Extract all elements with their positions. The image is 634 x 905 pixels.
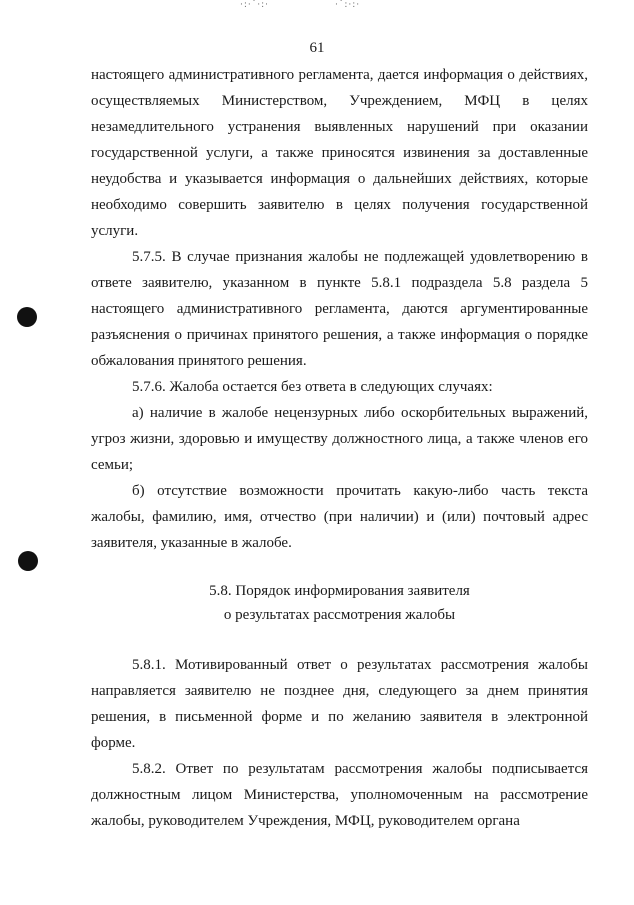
section-heading-line-1: 5.8. Порядок информирования заявителя bbox=[209, 583, 470, 599]
page-number: 61 bbox=[309, 40, 325, 56]
section-heading-5-8 bbox=[91, 579, 588, 627]
punch-hole-top bbox=[17, 307, 37, 327]
section-heading-line-2: о результатах рассмотрения жалобы bbox=[223, 607, 456, 623]
paragraph-5-8-2: 5.8.2. Ответ по результатам рассмотрения жалобы подписывается должностным лицом Министерства, уполномоченным на рассмотрение жалобы, руководителем Учреждения, МФЦ, руководителем органа bbox=[91, 761, 588, 829]
punch-hole-bottom bbox=[18, 551, 38, 571]
scan-artifact-left: ·:·˙·:· bbox=[240, 0, 270, 10]
spacer bbox=[91, 556, 588, 579]
paragraph-5-7-6: 5.7.6. Жалоба остается без ответа в следующих случаях: bbox=[132, 379, 493, 395]
spacer bbox=[91, 627, 588, 652]
paragraph-continuation: настоящего административного регламента, дается информация о действиях, осуществляемых Министерством, Учреждением, МФЦ в целях незамедлительного устранения выявленных нарушений при оказании государственной услуги, а также приносятся извинения за доставленные неудобства и указывается информация о дальнейших действиях, которые необходимо совершить заявителю в целях получения государственной услуги. bbox=[91, 67, 588, 239]
paragraph-5-8-1: 5.8.1. Мотивированный ответ о результатах рассмотрения жалобы направляется заявителю не позднее дня, следующего за днем принятия решения, в письменной форме и по желанию заявителя в электронной форме. bbox=[91, 657, 588, 751]
paragraph-5-7-5: 5.7.5. В случае признания жалобы не подлежащей удовлетворению в ответе заявителю, указанном в пункте 5.8.1 подраздела 5.8 раздела 5 настоящего административного регламента, даются аргументированные разъяснения о причинах принятого решения, а также информация о порядке обжалования принятого решения. bbox=[91, 249, 588, 369]
document-body bbox=[91, 62, 588, 834]
scan-artifact-right: ·˙:·:· bbox=[335, 0, 361, 10]
paragraph-item-b: б) отсутствие возможности прочитать какую-либо часть текста жалобы, фамилию, имя, отчество (при наличии) и (или) почтовый адрес заявителя, указанные в жалобе. bbox=[91, 483, 588, 551]
paragraph-item-a: а) наличие в жалобе нецензурных либо оскорбительных выражений, угроз жизни, здоровью и имуществу должностного лица, а также членов его семьи; bbox=[91, 405, 588, 473]
